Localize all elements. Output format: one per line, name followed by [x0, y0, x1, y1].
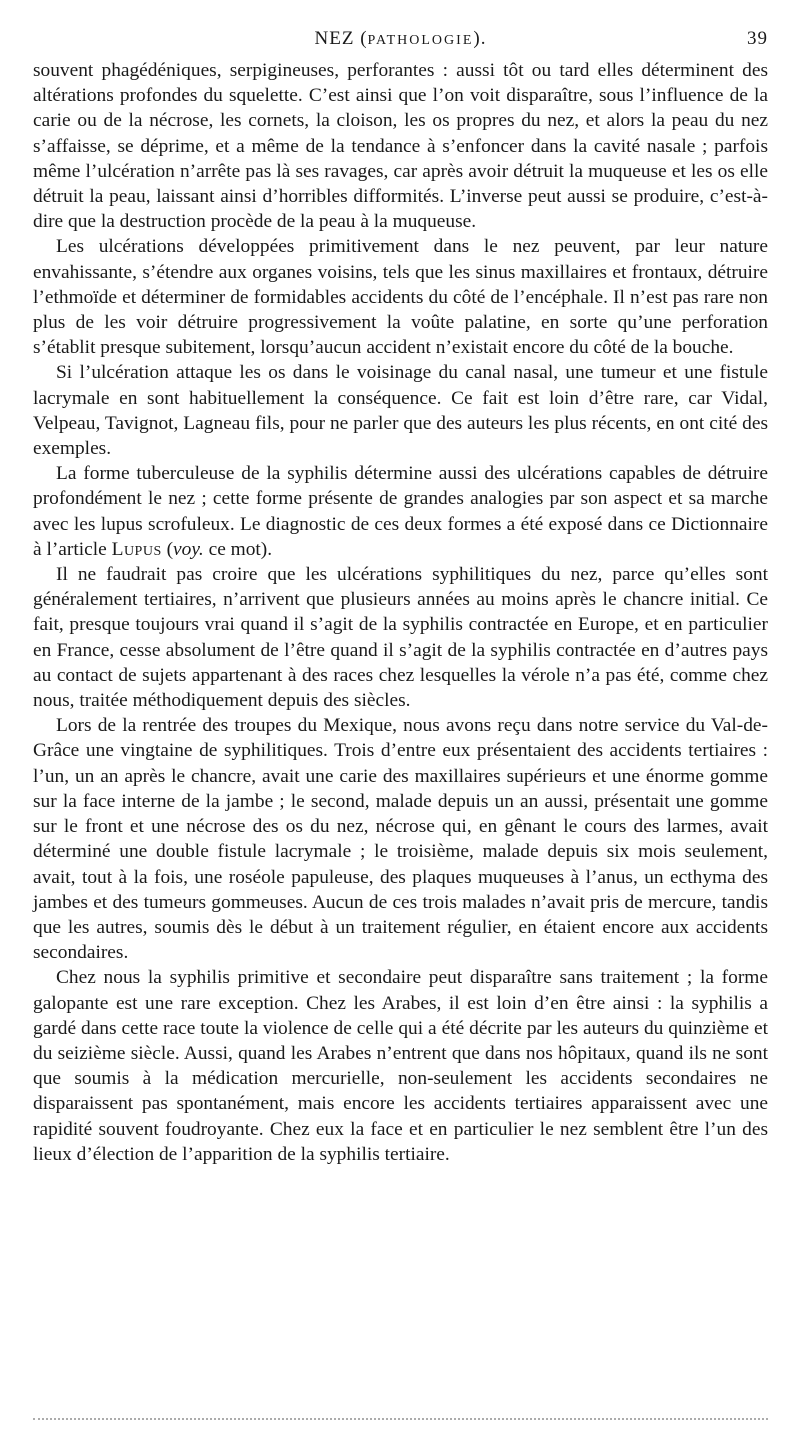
lupus-text-after: ce mot).	[203, 538, 273, 560]
title-subtitle: PATHOLOGIE	[367, 33, 474, 48]
paragraph-7: Chez nous la syphilis primitive et secondaire peut disparaître sans traitement ; la forme galopante est une rare exception. Chez les Arabes, il est loin d’en être ainsi : la syphilis a gardé dans cette race toute la violence de celle qui a été décrite par les auteurs du quinzième et du seizième siècle. Aussi, quand les Arabes n’entrent que dans nos hôpitaux, quand ils ne sont que soumis à la médication mercurielle, non-seulement les accidents secondaires ne disparaissent pas spontanément, mais encore les accidents tertiaires apparaissent avec une rapidité souvent foudroyante. Chez eux la face et en particulier le nez semblent être l’un des lieux d’élection de l’apparition de la syphilis tertiaire.	[33, 967, 768, 1165]
running-header	[33, 28, 768, 58]
lupus-article-ref: Lupus	[111, 538, 162, 560]
page-number: 39	[747, 28, 768, 49]
paragraph-2: Les ulcérations développées primitivement dans le nez peuvent, par leur nature envahissante, s’étendre aux organes voisins, tels que les sinus maxillaires et frontaux, détruire l’ethmoïde et déterminer de formidables accidents du côté de l’encéphale. Il n’est pas rare non plus de les voir détruire progressivement la voûte palatine, en sorte qu’une perforation s’établit presque subitement, lorsqu’aucun accident n’existait encore du côté de la bouche.	[33, 236, 768, 359]
paragraph-4	[33, 461, 768, 562]
footer-dotted-rule	[33, 1418, 768, 1420]
title-main: NEZ (	[314, 28, 368, 49]
paragraph-3: Si l’ulcération attaque les os dans le voisinage du canal nasal, une tumeur et une fistule lacrymale en sont habituellement la conséquence. Ce fait est loin d’être rare, car Vidal, Velpeau, Tavignot, Lagneau fils, pour ne parler que des auteurs les plus récents, en ont cité des exemples.	[33, 362, 768, 460]
document-page	[33, 28, 768, 1167]
page-title	[33, 28, 768, 50]
paragraph-1: souvent phagédéniques, serpigineuses, perforantes : aussi tôt ou tard elles déterminent des altérations profondes du squelette. C’est ainsi que l’on voit disparaître, sous l’influence de la carie ou de la nécrose, les cornets, la cloison, les os propres du nez, et alors la peau du nez s’affaisse, se déprime, et a même de la tendance à s’enfoncer dans la cavité nasale ; parfois même l’ulcération n’arrête pas là ses ravages, car après avoir détruit la muqueuse et les os elle détruit la peau, laissant ainsi d’horribles difformités. L’inverse peut aussi se produire, c’est-à-dire que la destruction procède de la peau à la muqueuse.	[33, 60, 768, 233]
title-end: ).	[473, 28, 487, 49]
lupus-paren: (	[161, 538, 174, 560]
lupus-text-before: La forme tuberculeuse de la syphilis détermine aussi des ulcérations capables de détruire profondément le nez ; cette forme présente de grandes analogies par son aspect et sa marche avec les lupus scrofuleux. Le diagnostic de ces deux formes a été exposé dans ce Dictionnaire à l’article	[33, 463, 768, 560]
voy-abbrev: voy.	[173, 538, 204, 560]
paragraph-5: Il ne faudrait pas croire que les ulcérations syphilitiques du nez, parce qu’elles sont généralement tertiaires, n’arrivent que plusieurs années au moins après le chancre initial. Ce fait, presque toujours vrai quand il s’agit de la syphilis contractée en Europe, et en particulier en France, cesse absolument de l’être quand il s’agit de la syphilis contractée en d’autres pays au contact de sujets appartenant à des races chez lesquelles la vérole n’a pas été, comme chez nous, traitée méthodiquement depuis des siècles.	[33, 564, 768, 712]
paragraph-6: Lors de la rentrée des troupes du Mexique, nous avons reçu dans notre service du Val-de-Grâce une vingtaine de syphilitiques. Trois d’entre eux présentaient des accidents tertiaires : l’un, un an après le chancre, avait une carie des maxillaires supérieurs et une énorme gomme sur la face interne de la jambe ; le second, malade depuis un an aussi, présentait une gomme sur le front et une nécrose des os du nez, nécrose qui, en gênant le cours des larmes, avait déterminé une double fistule lacrymale ; le troisième, malade depuis six mois seulement, avait, tout à la fois, une roséole papuleuse, des plaques muqueuses à l’anus, un ecthyma des jambes et des tumeurs gommeuses. Aucun de ces trois malades n’avait pris de mercure, tandis que les autres, soumis dès le début à un traitement régulier, en étaient encore aux accidents secondaires.	[33, 715, 768, 964]
body-text	[33, 58, 768, 1167]
